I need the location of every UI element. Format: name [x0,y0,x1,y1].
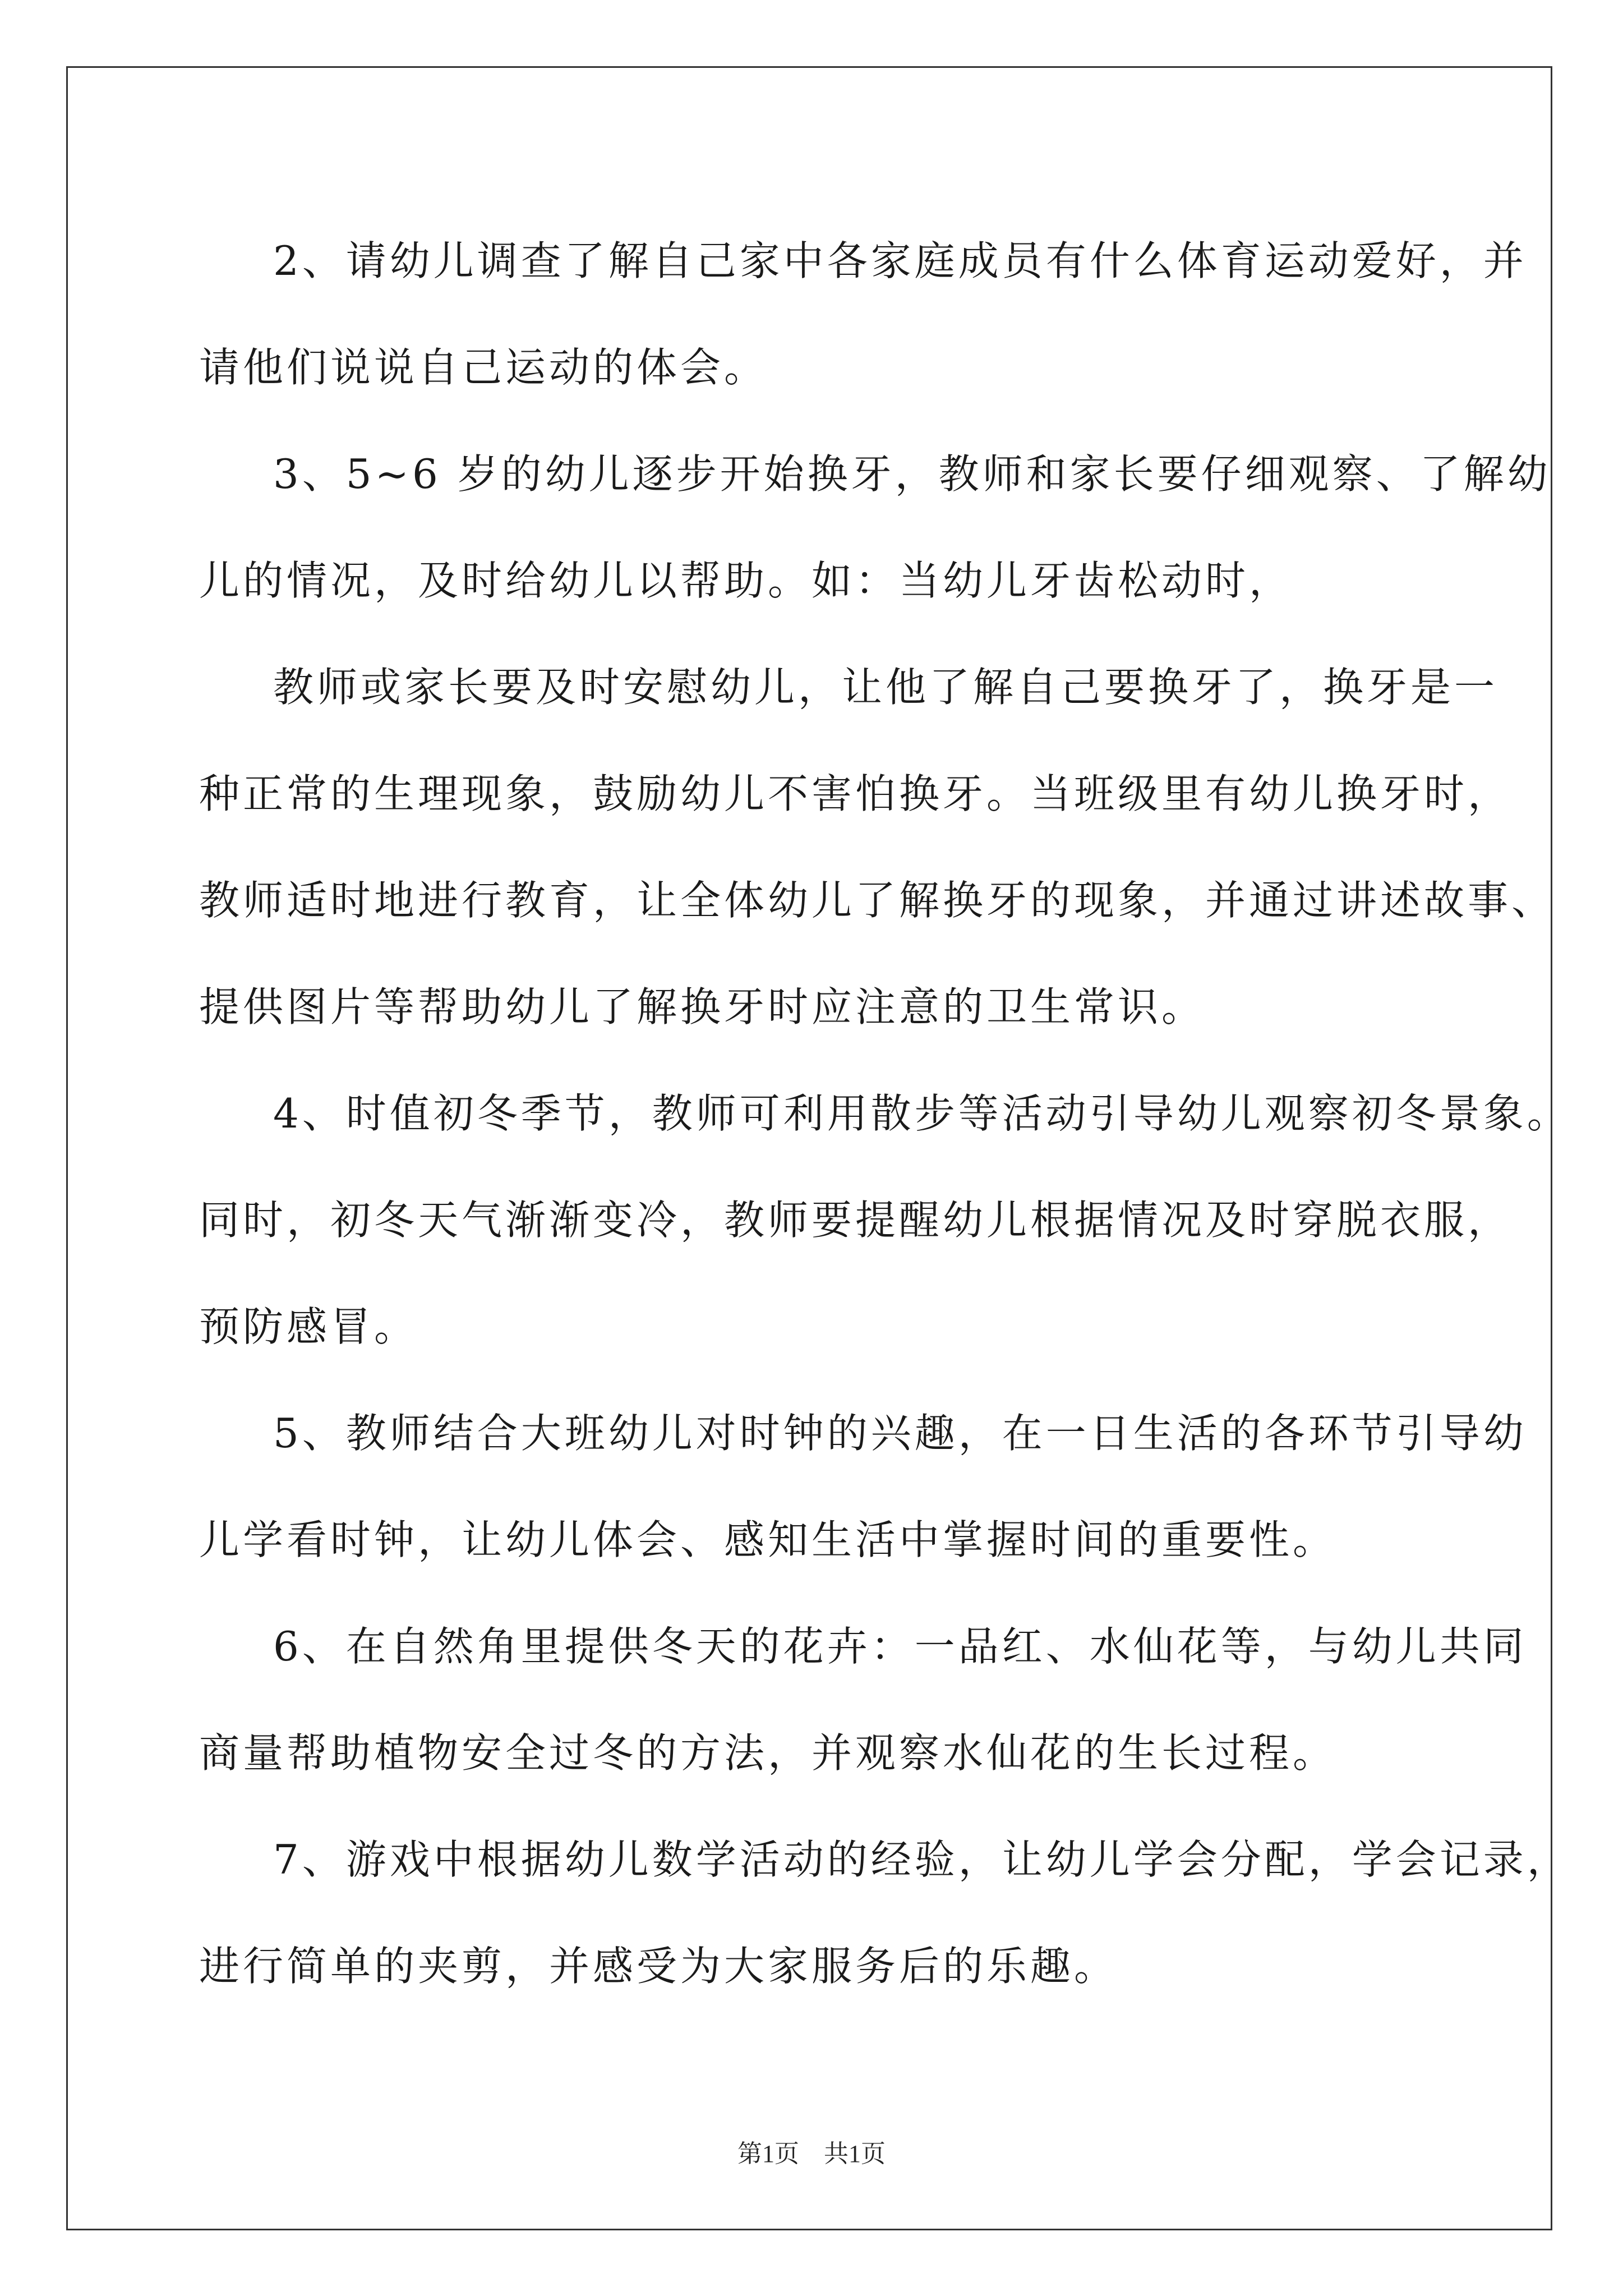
paragraph-4-line-2: 同时，初冬天气渐渐变冷，教师要提醒幼儿根据情况及时穿脱衣服， [199,1197,1512,1244]
paragraph-6-line-1: 6、在自然角里提供冬天的花卉：一品红、水仙花等，与幼儿共同 [273,1623,1527,1670]
page-number-footer: 第1页 共1页 [737,2140,886,2168]
paragraph-7-line-2: 进行简单的夹剪，并感受为大家服务后的乐趣。 [199,1943,1118,1990]
paragraph-2-line-2: 请他们说说自己运动的体会。 [199,344,768,391]
paragraph-2-line-1: 2、请幼儿调查了解自己家中各家庭成员有什么体育运动爱好，并 [273,237,1527,284]
paragraph-3b-line-2: 种正常的生理现象，鼓励幼儿不害怕换牙。当班级里有幼儿换牙时， [199,770,1512,817]
paragraph-4-line-1: 4、时值初冬季节，教师可利用散步等活动引导幼儿观察初冬景象。 [273,1090,1571,1137]
paragraph-7-line-1: 7、游戏中根据幼儿数学活动的经验，让幼儿学会分配，学会记录， [273,1836,1571,1883]
paragraph-6-line-2: 商量帮助植物安全过冬的方法，并观察水仙花的生长过程。 [199,1729,1337,1777]
paragraph-5-line-2: 儿学看时钟，让幼儿体会、感知生活中掌握时间的重要性。 [199,1516,1337,1563]
paragraph-4-line-3: 预防感冒。 [199,1303,418,1350]
paragraph-3-line-2: 儿的情况，及时给幼儿以帮助。如：当幼儿牙齿松动时， [199,557,1293,604]
paragraph-3b-line-4: 提供图片等帮助幼儿了解换牙时应注意的卫生常识。 [199,983,1206,1030]
paragraph-5-line-1: 5、教师结合大班幼儿对时钟的兴趣，在一日生活的各环节引导幼 [273,1410,1527,1457]
paragraph-3-line-1: 3、5~6 岁的幼儿逐步开始换牙，教师和家长要仔细观察、了解幼 [273,450,1551,498]
paragraph-3b-line-3: 教师适时地进行教育，让全体幼儿了解换牙的现象，并通过讲述故事、 [199,877,1556,924]
paragraph-3b-line-1: 教师或家长要及时安慰幼儿，让他了解自己要换牙了，换牙是一 [273,664,1498,711]
